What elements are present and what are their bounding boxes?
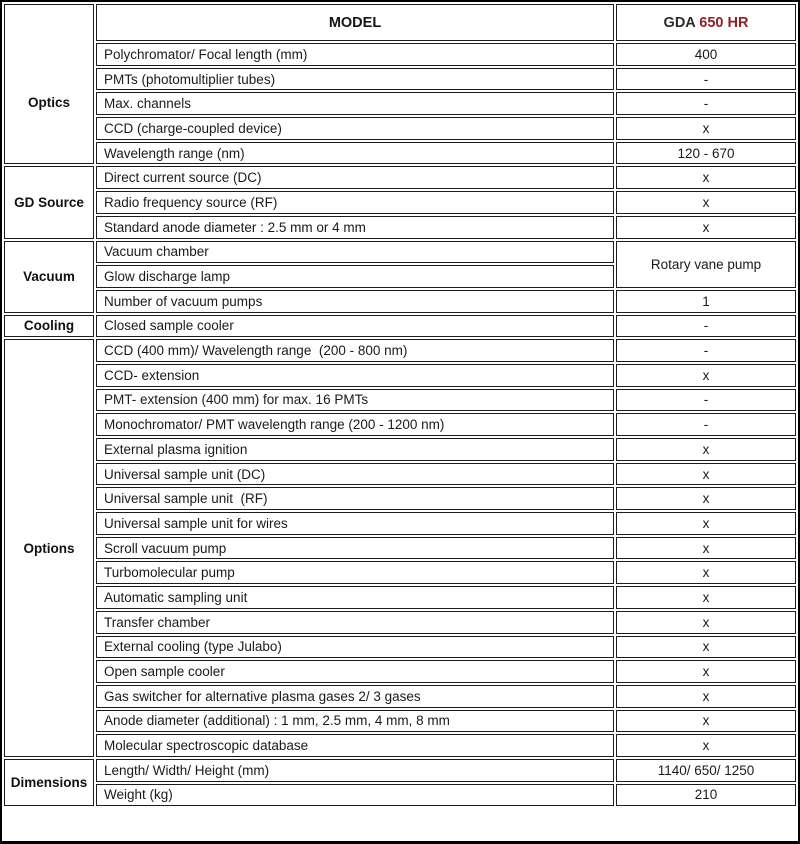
feature-value: x [616,636,796,659]
spec-row [4,364,796,387]
feature-value: x [616,561,796,584]
feature-label: Radio frequency source (RF) [96,191,614,214]
feature-value: x [616,734,796,757]
product-column-header [616,4,796,41]
feature-value: x [616,191,796,214]
feature-value: 400 [616,43,796,66]
spec-row [4,561,796,584]
feature-label: Scroll vacuum pump [96,537,614,560]
spec-row [4,315,796,338]
feature-label: Universal sample unit for wires [96,512,614,535]
feature-label: Vacuum chamber [96,241,614,264]
category-cell-optics: Optics [4,4,94,164]
spec-row [4,43,796,66]
spec-row [4,512,796,535]
feature-label: Polychromator/ Focal length (mm) [96,43,614,66]
spec-row [4,142,796,165]
category-cell-cooling: Cooling [4,315,94,338]
feature-label: Transfer chamber [96,611,614,634]
spec-row [4,685,796,708]
spec-row [4,413,796,436]
feature-label: CCD- extension [96,364,614,387]
spec-row [4,92,796,115]
feature-value: x [616,611,796,634]
header-row [4,4,796,41]
feature-value: - [616,413,796,436]
spec-row [4,191,796,214]
feature-value: x [616,463,796,486]
feature-label: Direct current source (DC) [96,166,614,189]
feature-label: Wavelength range (nm) [96,142,614,165]
spec-row [4,463,796,486]
feature-label: Universal sample unit (RF) [96,487,614,510]
feature-label: PMTs (photomultiplier tubes) [96,68,614,91]
feature-value: x [616,537,796,560]
spec-row [4,734,796,757]
spec-row [4,586,796,609]
feature-value: x [616,512,796,535]
feature-label: CCD (charge-coupled device) [96,117,614,140]
feature-value: x [616,438,796,461]
feature-label: Glow discharge lamp [96,265,614,288]
spec-row [4,290,796,313]
spec-table [2,2,798,808]
feature-value: x [616,487,796,510]
product-name-number: 650 HR [699,14,749,31]
feature-label: External plasma ignition [96,438,614,461]
feature-value: - [616,68,796,91]
feature-value: 210 [616,784,796,807]
feature-value: x [616,586,796,609]
feature-label: Length/ Width/ Height (mm) [96,759,614,782]
feature-value: - [616,389,796,412]
spec-row [4,339,796,362]
feature-label: Automatic sampling unit [96,586,614,609]
feature-value: 1140/ 650/ 1250 [616,759,796,782]
category-cell-gd-source: GD Source [4,166,94,238]
spec-row [4,438,796,461]
spec-row [4,487,796,510]
product-name-prefix: GDA [663,14,696,31]
spec-row [4,660,796,683]
feature-value: x [616,364,796,387]
spec-row [4,710,796,733]
feature-label: Anode diameter (additional) : 1 mm, 2.5 mm, 4 mm, 8 mm [96,710,614,733]
feature-value: x [616,685,796,708]
feature-label: Turbomolecular pump [96,561,614,584]
feature-value: - [616,315,796,338]
feature-label: Monochromator/ PMT wavelength range (200 - 1200 nm) [96,413,614,436]
feature-value: 1 [616,290,796,313]
feature-value: x [616,117,796,140]
feature-label: Number of vacuum pumps [96,290,614,313]
category-cell-vacuum: Vacuum [4,241,94,313]
spec-row [4,611,796,634]
spec-row [4,241,796,264]
spec-row [4,216,796,239]
spec-row [4,759,796,782]
feature-label: Open sample cooler [96,660,614,683]
feature-value: x [616,660,796,683]
spec-row [4,784,796,807]
spec-row [4,537,796,560]
feature-label: CCD (400 mm)/ Wavelength range (200 - 800 nm) [96,339,614,362]
feature-value: x [616,710,796,733]
spec-row [4,636,796,659]
category-cell-dimensions: Dimensions [4,759,94,806]
feature-label: Universal sample unit (DC) [96,463,614,486]
feature-label: Max. channels [96,92,614,115]
feature-value: - [616,339,796,362]
model-column-header: MODEL [96,4,614,41]
feature-label: Standard anode diameter : 2.5 mm or 4 mm [96,216,614,239]
feature-label: Gas switcher for alternative plasma gases 2/ 3 gases [96,685,614,708]
feature-value: x [616,216,796,239]
feature-label: External cooling (type Julabo) [96,636,614,659]
feature-value: Rotary vane pump [616,241,796,288]
spec-row [4,166,796,189]
category-cell-options: Options [4,339,94,757]
spec-row [4,389,796,412]
feature-label: PMT- extension (400 mm) for max. 16 PMTs [96,389,614,412]
spec-row [4,117,796,140]
feature-value: x [616,166,796,189]
feature-label: Molecular spectroscopic database [96,734,614,757]
feature-label: Weight (kg) [96,784,614,807]
spec-row [4,68,796,91]
feature-value: - [616,92,796,115]
feature-label: Closed sample cooler [96,315,614,338]
feature-value: 120 - 670 [616,142,796,165]
